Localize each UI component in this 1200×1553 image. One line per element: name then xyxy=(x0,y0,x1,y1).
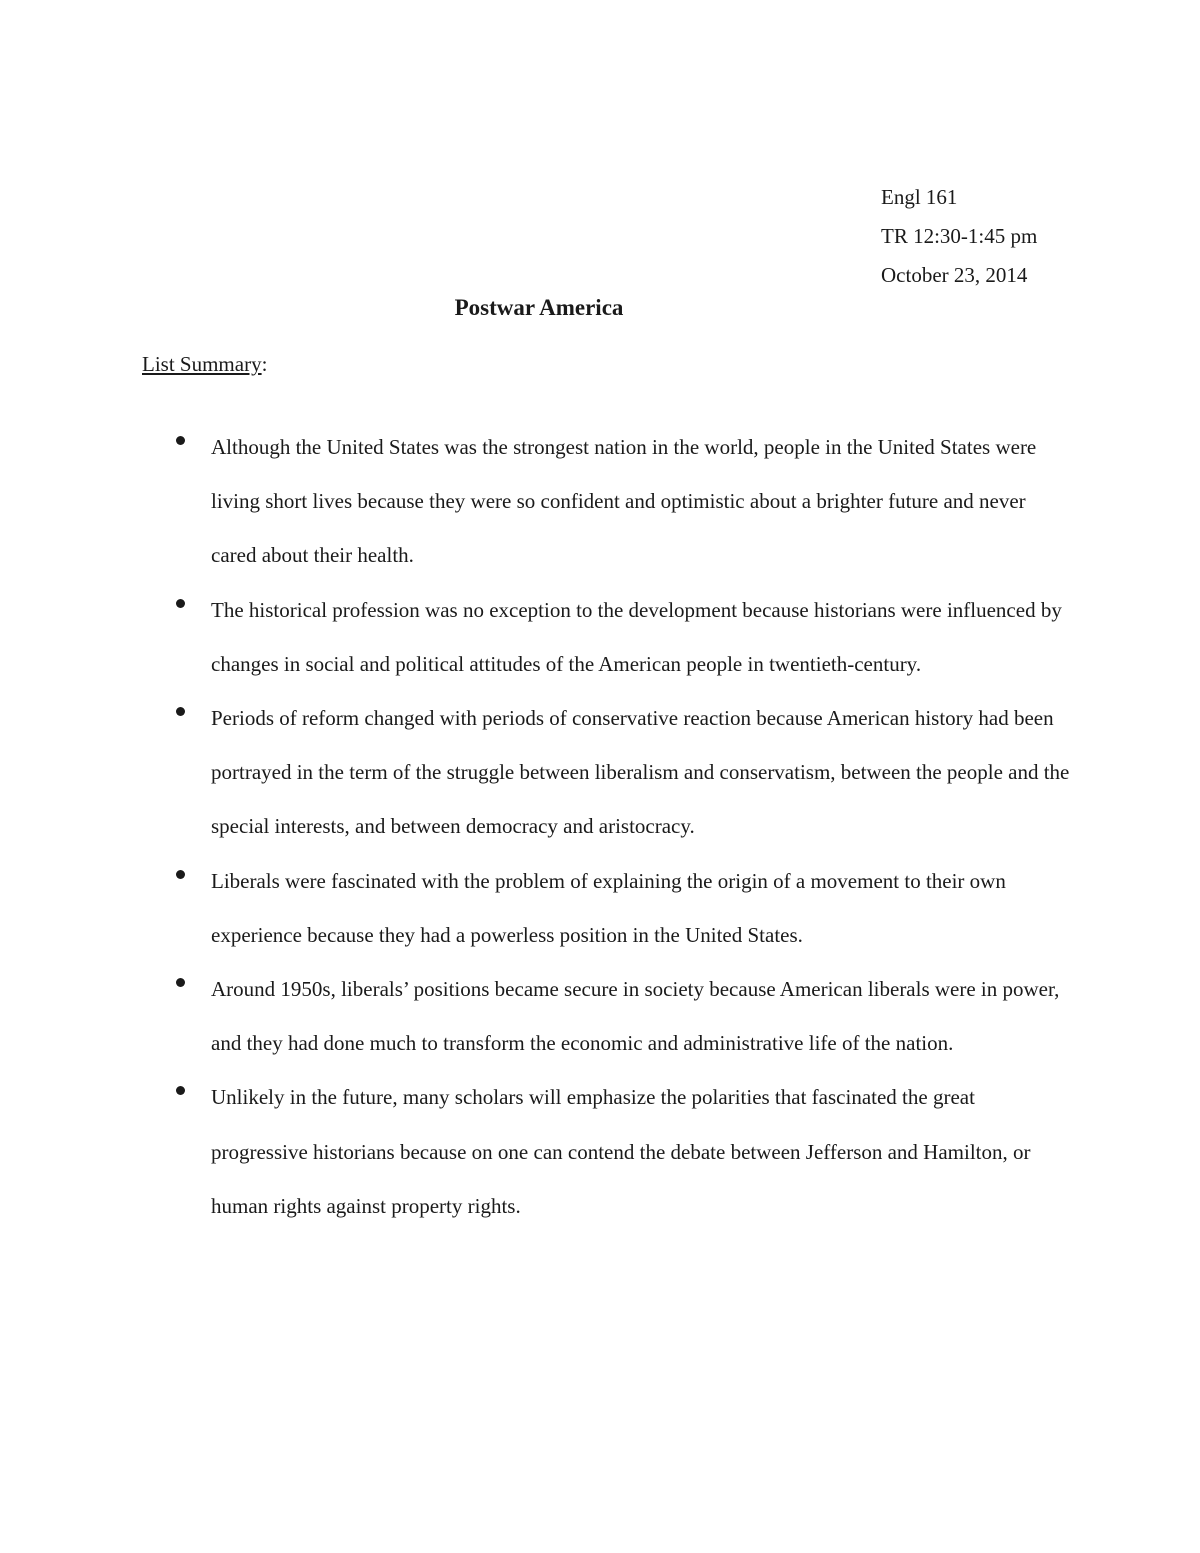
list-item xyxy=(0,583,1200,691)
list-item-text: The historical profession was no exception to the development because historians were influenced by changes in social and political attitudes of the American people in twentieth-century. xyxy=(211,597,1062,676)
bullet-icon xyxy=(176,1086,185,1095)
list-item xyxy=(0,962,1200,1070)
list-item xyxy=(0,691,1200,854)
bullet-icon xyxy=(176,978,185,987)
page-title: Postwar America xyxy=(454,295,624,320)
bullet-icon xyxy=(176,436,185,445)
bullet-icon xyxy=(176,707,185,716)
bullet-icon xyxy=(176,870,185,879)
list-item xyxy=(0,420,1200,583)
list-item-text: Liberals were fascinated with the problem of explaining the origin of a movement to their own experience because they had a powerless position in the United States. xyxy=(211,868,1006,947)
document-date: October 23, 2014 xyxy=(881,263,1028,287)
bullet-icon xyxy=(176,599,185,608)
section-heading xyxy=(142,352,267,377)
summary-list xyxy=(0,420,1200,1233)
list-item-text: Although the United States was the strongest nation in the world, people in the United States were living short lives because they were so confident and optimistic about a brighter future and never cared about their health. xyxy=(211,435,1037,568)
class-schedule: TR 12:30-1:45 pm xyxy=(881,224,1038,248)
section-heading-label: List Summary xyxy=(142,352,262,376)
list-item-text: Around 1950s, liberals’ positions became secure in society because American liberals were in power, and they had done much to transform the economic and administrative life of the nation. xyxy=(211,977,1060,1056)
header-block xyxy=(881,178,1037,295)
list-item xyxy=(0,1070,1200,1233)
list-item xyxy=(0,854,1200,962)
course-name: Engl 161 xyxy=(881,185,958,209)
list-item-text: Unlikely in the future, many scholars will emphasize the polarities that fascinated the great progressive historians because on one can contend the debate between Jefferson and Hamilton, or human rights against property rights. xyxy=(211,1085,1031,1218)
section-heading-colon: : xyxy=(261,352,268,376)
list-item-text: Periods of reform changed with periods of conservative reaction because American history had been portrayed in the term of the struggle between liberalism and conservatism, between the people and the special interests, and between democracy and aristocracy. xyxy=(211,706,1070,839)
